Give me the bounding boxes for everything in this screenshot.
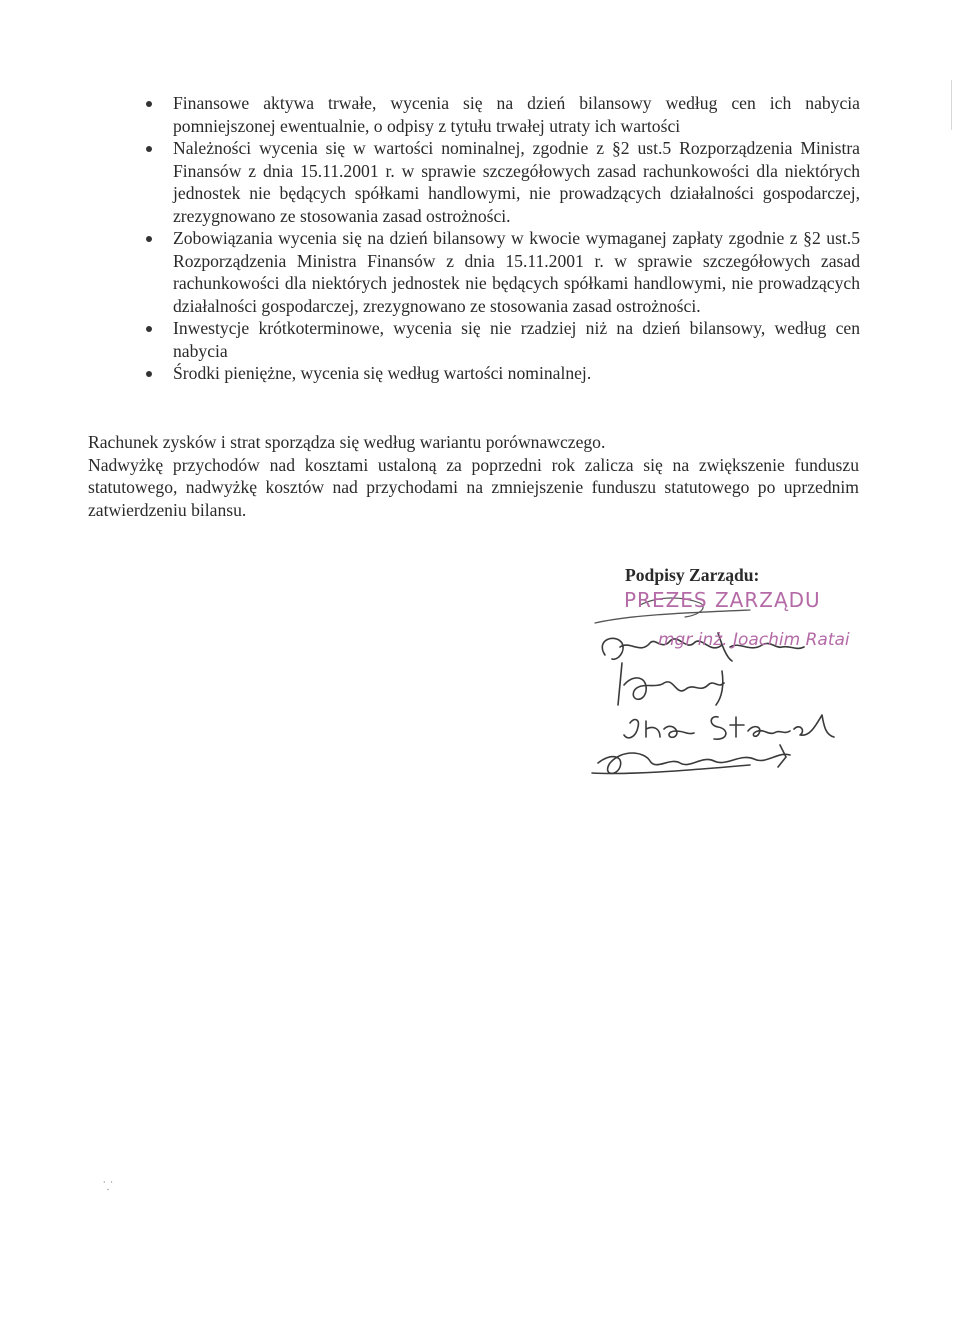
bullet-receivables: Należności wycenia się w wartości nominalnej, zgodnie z §2 ust.5 Rozporządzenia Ministra Finansów z dnia 15.11.2001 r. w sprawie szczegółowych zasad rachunkowości dla niektórych jednostek nie będących spółkami handlowymi, nie prowadzących działalności gospodarczej, zrezygnowano ze stosowania zasad ostrożności. (140, 137, 860, 227)
paragraph-income-statement: Rachunek zysków i strat sporządza się według wariantu porównawczego. (88, 432, 606, 452)
scan-edge-mark (951, 80, 952, 130)
scan-speck: ⸪ (103, 1179, 113, 1193)
stamp-title: PREZES ZARZĄDU (624, 588, 821, 612)
closing-paragraphs (88, 431, 859, 521)
bullet-cash: Środki pieniężne, wycenia się według wartości nominalnej. (140, 362, 860, 385)
signatures-heading: Podpisy Zarządu: (625, 565, 760, 585)
bullet-short-term-investments: Inwestycje krótkoterminowe, wycenia się nie rzadziej niż na dzień bilansowy, według cen nabycia (140, 317, 860, 362)
bullet-financial-assets: Finansowe aktywa trwałe, wycenia się na dzień bilansowy według cen ich nabycia pomniejszonej ewentualnie, o odpisy z tytułu trwałej utraty ich wartości (140, 92, 860, 137)
bullet-liabilities: Zobowiązania wycenia się na dzień bilansowy w kwocie wymaganej zapłaty zgodnie z §2 ust.5 Rozporządzenia Ministra Finansów z dnia 15.11.2001 r. w sprawie szczegółowych zasad rachunkowości dla niektórych jednostek nie będących spółkami handlowymi, nie prowadzących działalności gospodarczej, zrezygnowano ze stosowania zasad ostrożności. (140, 227, 860, 317)
paragraph-surplus: Nadwyżkę przychodów nad kosztami ustaloną za poprzedni rok zalicza się na zwiększenie funduszu statutowego, nadwyżkę kosztów nad przychodami na zmniejszenie funduszu statutowego po uprzednim zatwierdzeniu bilansu. (88, 454, 859, 520)
handwritten-signatures (590, 585, 850, 785)
stamp-name: mgr inż. Joachim Ratai (658, 630, 850, 650)
valuation-bullet-list (140, 92, 860, 385)
